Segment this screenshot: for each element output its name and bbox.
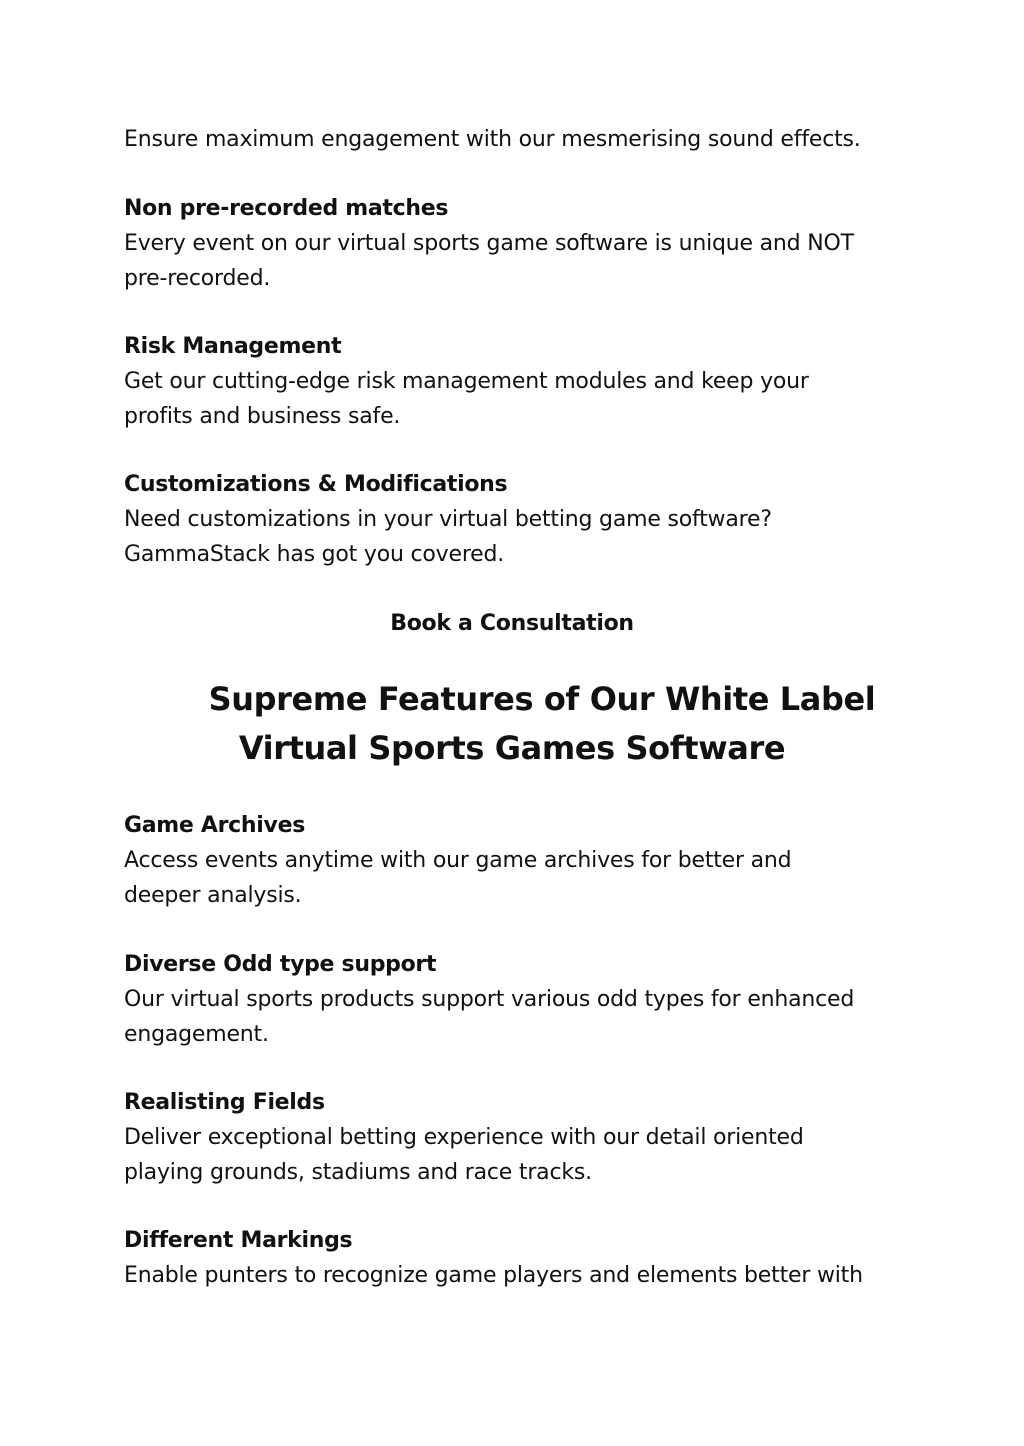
feature-heading: Different Markings	[124, 1228, 353, 1253]
feature-text-line: GammaStack has got you covered.	[124, 542, 505, 567]
feature-different-markings	[124, 1223, 914, 1293]
feature-heading: Diverse Odd type support	[124, 952, 437, 977]
feature-text-line: Access events anytime with our game archives for better and	[124, 848, 792, 873]
feature-customizations	[124, 467, 914, 572]
feature-text-line: Deliver exceptional betting experience with our detail oriented	[124, 1125, 804, 1150]
feature-heading: Customizations & Modifications	[124, 472, 508, 497]
intro-text: Ensure maximum engagement with our mesmerising sound effects.	[124, 127, 861, 152]
book-consultation-link[interactable]: Book a Consultation	[390, 611, 634, 636]
feature-heading: Realisting Fields	[124, 1090, 325, 1115]
feature-realisting-fields	[124, 1085, 914, 1190]
feature-heading: Game Archives	[124, 813, 305, 838]
feature-text-line: deeper analysis.	[124, 883, 302, 908]
feature-text-line: Every event on our virtual sports game software is unique and NOT	[124, 231, 854, 256]
feature-text-line: pre-recorded.	[124, 266, 271, 291]
feature-text-line: engagement.	[124, 1022, 269, 1047]
feature-text-line: Enable punters to recognize game players and elements better with	[124, 1263, 863, 1288]
feature-heading: Non pre-recorded matches	[124, 196, 449, 221]
feature-non-pre-recorded	[124, 191, 914, 296]
feature-text-line: Our virtual sports products support various odd types for enhanced	[124, 987, 855, 1012]
section-title-line-1: Supreme Features of Our White Label	[208, 680, 876, 718]
feature-text-line: playing grounds, stadiums and race tracks.	[124, 1160, 592, 1185]
feature-heading: Risk Management	[124, 334, 342, 359]
feature-diverse-odd-types	[124, 947, 914, 1052]
feature-text-line: Need customizations in your virtual betting game software?	[124, 507, 772, 532]
section-title-line-2: Virtual Sports Games Software	[238, 729, 786, 767]
feature-text-line: profits and business safe.	[124, 404, 401, 429]
intro-paragraph	[124, 122, 914, 157]
feature-game-archives	[124, 808, 914, 913]
feature-risk-management	[124, 329, 914, 434]
feature-text-line: Get our cutting-edge risk management modules and keep your	[124, 369, 809, 394]
